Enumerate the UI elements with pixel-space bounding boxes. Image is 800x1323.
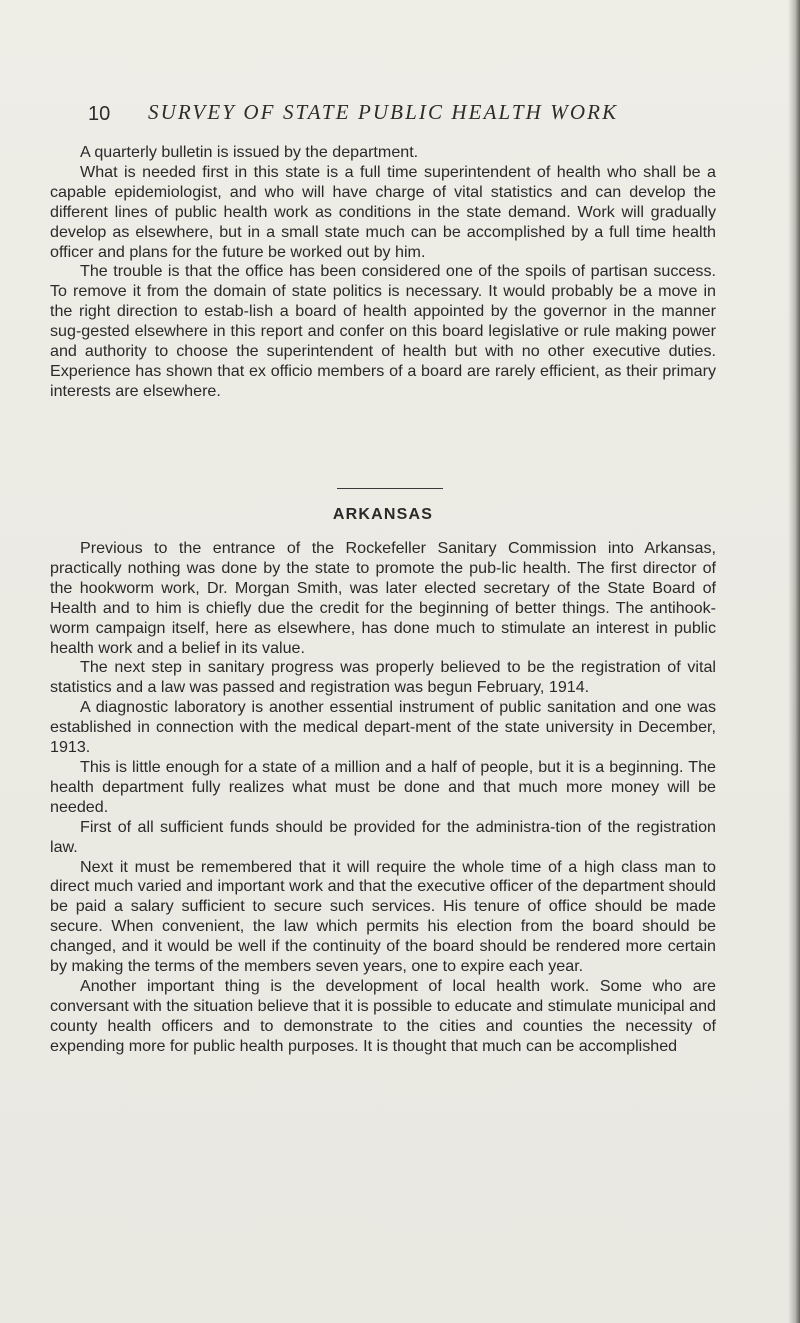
preceding-section-text <box>50 143 716 402</box>
running-title: SURVEY OF STATE PUBLIC HEALTH WORK <box>148 100 619 124</box>
paragraph: Previous to the entrance of the Rockefeller Sanitary Commission into Arkansas, practically nothing was done by the state to promote the pub-lic health. The first director of the hookworm work, Dr. Morgan Smith, was later elected secretary of the State Board of Health and to him is chiefly due the credit for the beginning of better things. The antihook-worm campaign itself, here as elsewhere, has done much to stimulate an interest in public health work and a belief in its value. <box>50 539 716 657</box>
paragraph: First of all sufficient funds should be provided for the administra-tion of the registration law. <box>50 817 716 856</box>
section-heading: ARKANSAS <box>332 506 434 523</box>
paragraph: This is little enough for a state of a million and a half of people, but it is a beginning. The health department fully realizes what must be done and that much more money will be needed. <box>50 757 716 816</box>
paragraph: A quarterly bulletin is issued by the department. <box>80 143 419 161</box>
paragraph: A diagnostic laboratory is another essential instrument of public sanitation and one was established in connection with the medical depart-ment of the state university in December, 1913. <box>50 698 716 757</box>
section-divider <box>337 488 443 489</box>
running-header <box>88 100 708 130</box>
page-number: 10 <box>88 103 111 125</box>
page-edge-shadow <box>788 0 800 1323</box>
paragraph: Another important thing is the development of local health work. Some who are conversant with the situation believe that it is possible to educate and stimulate municipal and county health officers and to demonstrate to the cities and counties the necessity of expending more for public health purposes. It is thought that much can be accomplished <box>50 976 716 1055</box>
paragraph: What is needed first in this state is a full time superintendent of health who shall be a capable epidemiologist, and who will have charge of vital statistics and can develop the different lines of public health work as conditions in the state demand. Work will gradually develop as elsewhere, but in a small state much can be accomplished by a full time health officer and plans for the future be worked out by him. <box>50 162 716 261</box>
paragraph: Next it must be remembered that it will require the whole time of a high class man to direct much varied and important work and that the executive officer of the department should be paid a salary sufficient to secure such services. His tenure of office should be made secure. When convenient, the law which permits his election from the board should be changed, and it would be well if the continuity of the board should be rendered more certain by making the terms of the members seven years, one to expire each year. <box>50 857 716 976</box>
paragraph: The trouble is that the office has been considered one of the spoils of partisan success. To remove it from the domain of state politics is necessary. It would probably be a move in the right direction to estab-lish a board of health appointed by the governor in the manner sug-gested elsewhere in this report and confer on this board legislative or rule making power and authority to choose the superintendent of health but with no other executive duties. Experience has shown that ex officio members of a board are rarely efficient, as their primary interests are elsewhere. <box>50 262 716 400</box>
arkansas-section-text <box>50 539 716 1057</box>
paragraph: The next step in sanitary progress was properly believed to be the registration of vital statistics and a law was passed and registration was begun February, 1914. <box>50 658 716 697</box>
